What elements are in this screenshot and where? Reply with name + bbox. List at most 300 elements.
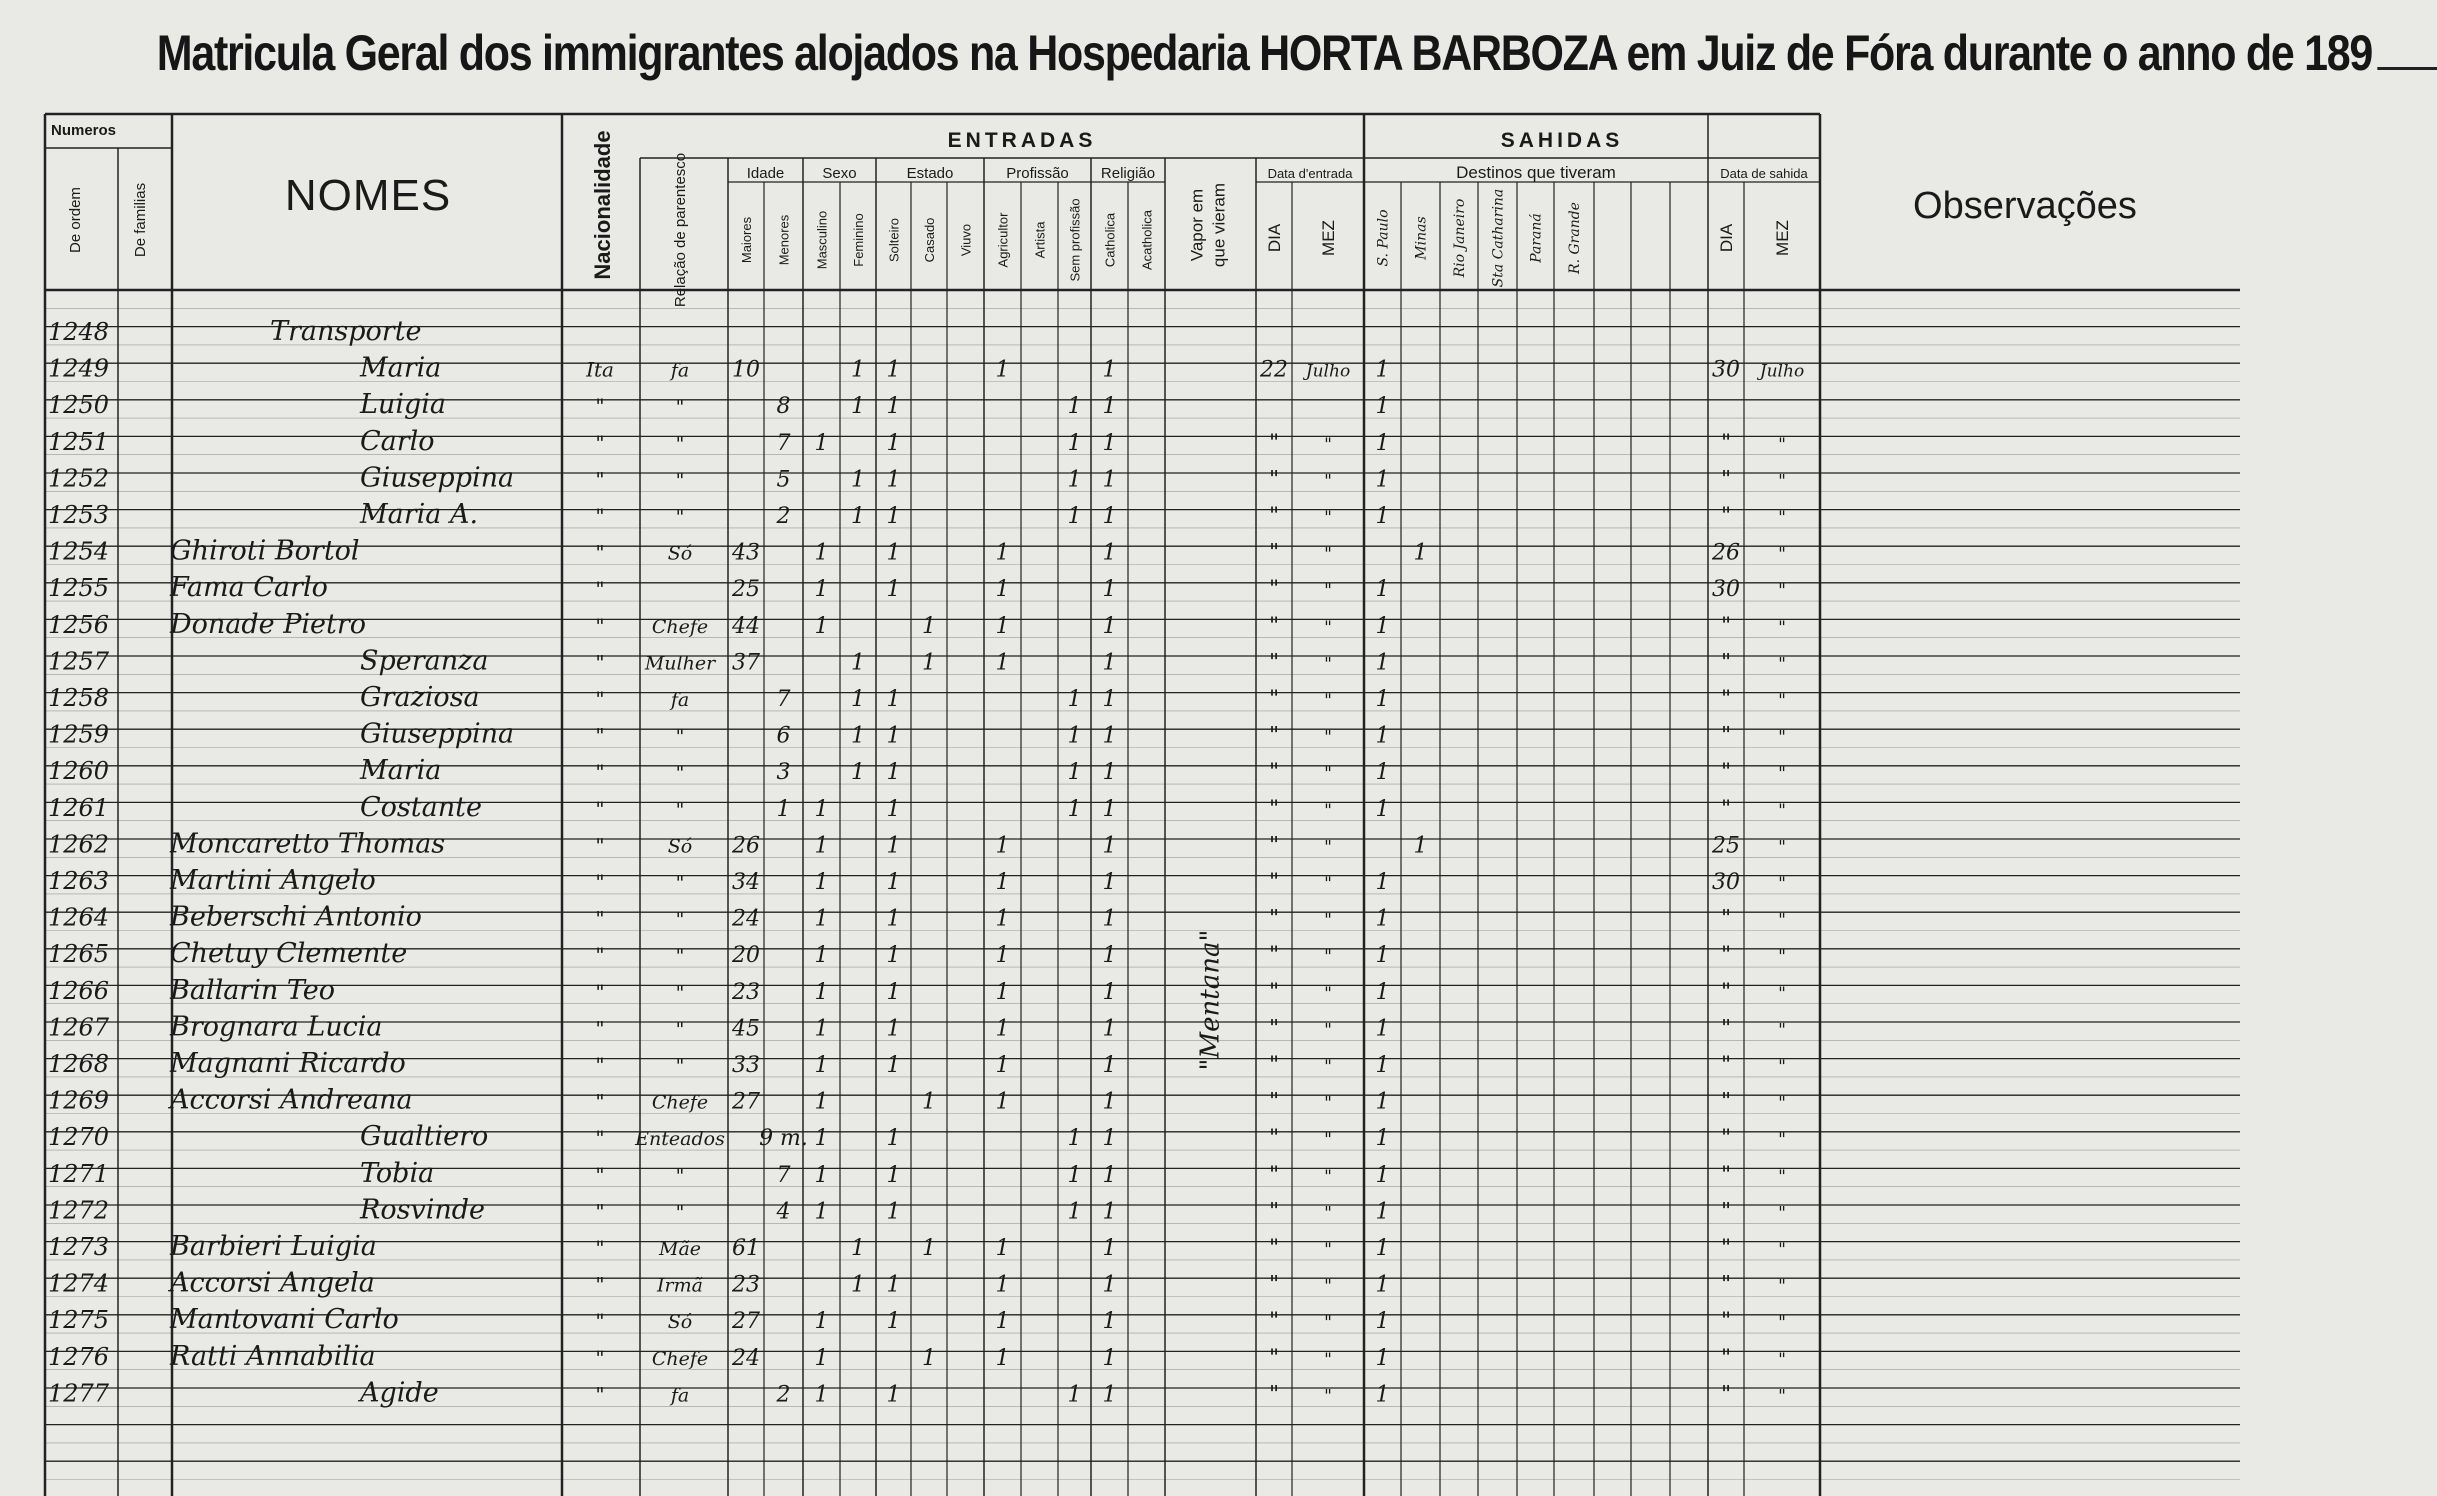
row-name: Beberschi Antonio xyxy=(170,901,422,933)
row-me: 9 m. xyxy=(759,1126,808,1152)
row-masc: 1 xyxy=(814,613,829,639)
header-sem-profissao: Sem profissão xyxy=(1067,198,1083,282)
row-fem: 1 xyxy=(851,687,865,712)
row-agr: 1 xyxy=(995,1089,1010,1115)
row-ds: 30 xyxy=(1712,357,1740,383)
header-menores: Menores xyxy=(776,214,792,266)
row-number: 1276 xyxy=(48,1342,110,1371)
row-me2: " xyxy=(1324,617,1332,638)
header-nomes: NOMES xyxy=(284,171,452,220)
row-ds: " xyxy=(1720,430,1732,456)
row-name: Brognara Lucia xyxy=(170,1011,383,1043)
row-de: " xyxy=(1268,1236,1280,1261)
header-de-ordem: De ordem xyxy=(67,187,84,253)
row-nacionalidade: " xyxy=(595,979,605,1004)
row-me2: " xyxy=(1324,1313,1332,1334)
row-ds: " xyxy=(1720,1309,1732,1335)
row-dest: 1 xyxy=(1375,760,1390,786)
row-cat: 1 xyxy=(1102,430,1117,456)
row-fem: 1 xyxy=(851,504,865,529)
row-ds: " xyxy=(1720,723,1732,749)
header-relacao: Relação de parentesco xyxy=(672,152,689,308)
row-dest: 1 xyxy=(1375,943,1390,969)
row-number: 1261 xyxy=(48,793,110,822)
row-name: Speranza xyxy=(360,645,489,677)
row-nacionalidade: " xyxy=(595,906,605,931)
row-cat: 1 xyxy=(1102,943,1117,969)
header-numeros: Numeros xyxy=(50,122,117,139)
row-me2: " xyxy=(1324,434,1332,455)
row-relacao: " xyxy=(675,506,685,528)
row-de: " xyxy=(1268,870,1280,895)
row-dest: 1 xyxy=(1375,1162,1390,1188)
row-nacionalidade: " xyxy=(595,577,605,602)
row-ms: " xyxy=(1778,1203,1786,1224)
row-relacao: " xyxy=(675,872,685,894)
row-number: 1254 xyxy=(48,537,110,566)
table-row xyxy=(48,462,1786,493)
row-sem: 1 xyxy=(1067,1162,1082,1188)
row-de: " xyxy=(1268,1345,1280,1371)
row-cat: 1 xyxy=(1102,833,1117,859)
row-me2: " xyxy=(1324,910,1332,931)
row-dest: 1 xyxy=(1375,1089,1390,1115)
row-agr: 1 xyxy=(995,979,1010,1005)
row-fem: 1 xyxy=(851,650,865,676)
row-number: 1248 xyxy=(48,318,110,346)
row-sem: 1 xyxy=(1067,394,1082,420)
header-idade: Idade xyxy=(746,165,785,182)
header-agricultor: Agricultor xyxy=(995,212,1011,268)
row-me2: " xyxy=(1324,1349,1332,1370)
row-sol: 1 xyxy=(886,357,901,383)
row-number: 1271 xyxy=(48,1159,110,1188)
header-destino-1: Minas xyxy=(1413,216,1430,260)
row-name: Moncaretto Thomas xyxy=(170,828,446,860)
row-ma: 43 xyxy=(732,540,760,566)
row-number: 1253 xyxy=(48,501,110,529)
row-cas: 1 xyxy=(922,1089,936,1115)
row-ma: 24 xyxy=(732,1345,760,1371)
table-row xyxy=(48,719,1786,750)
row-number: 1256 xyxy=(48,610,110,639)
row-me2: " xyxy=(1324,1130,1332,1151)
row-name: Graziosa xyxy=(360,682,480,713)
row-dest: 1 xyxy=(1375,906,1390,932)
row-agr: 1 xyxy=(995,833,1010,859)
row-fem: 1 xyxy=(851,723,865,749)
row-name: Ratti Annabilia xyxy=(170,1340,376,1372)
header-mez: MEZ xyxy=(1319,220,1338,256)
row-name: Ghiroti Bortol xyxy=(170,535,360,567)
row-cat: 1 xyxy=(1102,1162,1117,1188)
row-ds: " xyxy=(1720,1382,1732,1408)
row-masc: 1 xyxy=(814,1309,829,1335)
row-number: 1266 xyxy=(48,976,110,1005)
row-ds: " xyxy=(1720,796,1732,822)
row-de: " xyxy=(1268,906,1280,932)
row-number: 1258 xyxy=(48,684,110,712)
row-me2: " xyxy=(1324,800,1332,821)
row-name: Maria xyxy=(360,755,442,787)
row-agr: 1 xyxy=(995,906,1010,932)
row-relacao: " xyxy=(675,396,685,419)
row-de: " xyxy=(1268,943,1280,969)
row-number: 1268 xyxy=(48,1050,110,1078)
row-ms: " xyxy=(1778,1276,1786,1297)
row-name: Giuseppina xyxy=(360,718,515,750)
row-nacionalidade: " xyxy=(595,1053,605,1077)
row-relacao: " xyxy=(675,945,685,968)
row-number: 1260 xyxy=(48,757,110,786)
row-ma: 61 xyxy=(732,1236,760,1261)
row-me2: " xyxy=(1324,1240,1332,1260)
row-sem: 1 xyxy=(1067,723,1082,749)
row-de: " xyxy=(1268,1272,1280,1298)
row-cat: 1 xyxy=(1102,577,1117,603)
row-cat: 1 xyxy=(1102,1016,1117,1042)
row-sol: 1 xyxy=(886,1016,901,1042)
row-me: 3 xyxy=(776,760,791,786)
row-number: 1277 xyxy=(48,1379,110,1408)
row-relacao: " xyxy=(675,432,685,455)
header-destino-5: R. Grande xyxy=(1567,202,1583,274)
row-name: Barbieri Luigia xyxy=(170,1231,377,1262)
table-row xyxy=(48,975,1786,1006)
row-cat: 1 xyxy=(1102,723,1117,749)
row-ms: Julho xyxy=(1759,361,1805,382)
row-cat: 1 xyxy=(1102,1089,1117,1115)
row-me: 1 xyxy=(776,796,791,822)
row-ma: 37 xyxy=(732,650,760,676)
row-ma: 24 xyxy=(732,906,760,932)
row-name: Agide xyxy=(360,1377,439,1409)
row-me: 7 xyxy=(776,1162,791,1188)
row-cat: 1 xyxy=(1102,540,1117,566)
row-cat: 1 xyxy=(1102,906,1117,932)
header-destino-3: Sta Catharina xyxy=(1490,188,1507,288)
row-name: Carlo xyxy=(360,425,435,457)
row-relacao: " xyxy=(675,1018,685,1041)
row-ds: " xyxy=(1720,906,1732,932)
row-de: " xyxy=(1268,1162,1280,1188)
table-row xyxy=(48,682,1786,713)
row-dest: 1 xyxy=(1375,1236,1390,1261)
header-sexo: Sexo xyxy=(822,165,857,182)
row-cat: 1 xyxy=(1102,796,1117,822)
row-ma: 25 xyxy=(732,577,760,603)
row-cat: 1 xyxy=(1102,467,1117,493)
header-religiao: Religião xyxy=(1100,165,1156,182)
row-sol: 1 xyxy=(886,870,901,895)
row-name: Gualtiero xyxy=(360,1121,489,1153)
row-cas: 1 xyxy=(922,1345,936,1371)
row-dest: 1 xyxy=(1375,979,1390,1005)
row-dest: 1 xyxy=(1375,1016,1390,1042)
row-cat: 1 xyxy=(1102,1309,1117,1335)
row-ms: " xyxy=(1778,1386,1786,1407)
row-ds: " xyxy=(1720,650,1732,676)
header-vapor-2: que vieram xyxy=(1209,182,1229,268)
row-nacionalidade: " xyxy=(595,1309,605,1334)
row-dest: 1 xyxy=(1375,687,1390,712)
row-number: 1274 xyxy=(48,1269,110,1298)
row-nacionalidade: " xyxy=(595,540,605,565)
row-me2: " xyxy=(1324,1093,1332,1114)
table-row xyxy=(48,865,1786,896)
header-maiores: Maiores xyxy=(739,216,754,264)
row-dest: 1 xyxy=(1375,1382,1390,1408)
row-fem: 1 xyxy=(851,394,865,420)
row-relacao: " xyxy=(675,469,685,492)
row-number: 1252 xyxy=(48,464,110,493)
row-sol: 1 xyxy=(886,833,901,859)
row-dest: 1 xyxy=(1375,430,1390,456)
row-de: " xyxy=(1268,650,1280,676)
row-cat: 1 xyxy=(1102,1199,1117,1225)
row-me2: " xyxy=(1324,1276,1332,1297)
table-row xyxy=(48,938,1786,969)
row-sol: 1 xyxy=(886,430,901,456)
row-agr: 1 xyxy=(995,1016,1010,1042)
header-mez-sahida: MEZ xyxy=(1773,220,1792,256)
row-de: " xyxy=(1268,1199,1280,1225)
row-sol: 1 xyxy=(886,1126,901,1152)
row-number: 1262 xyxy=(48,830,110,859)
row-me2: " xyxy=(1324,1057,1332,1077)
row-name: Luigia xyxy=(360,389,446,421)
header-destino-4: Paraná xyxy=(1528,213,1545,263)
row-nacionalidade: " xyxy=(595,760,605,785)
row-ds: 25 xyxy=(1712,833,1740,859)
row-sem: 1 xyxy=(1067,760,1082,786)
row-de: " xyxy=(1268,1016,1280,1042)
header-entradas: ENTRADAS xyxy=(947,129,1097,152)
row-nacionalidade: " xyxy=(595,1162,605,1187)
row-name: Ballarin Teo xyxy=(170,974,335,1006)
row-sem: 1 xyxy=(1067,796,1082,822)
row-cat: 1 xyxy=(1102,979,1117,1005)
header-vapor-1: Vapor em xyxy=(1187,188,1207,262)
row-ms: " xyxy=(1778,617,1786,638)
row-ds: " xyxy=(1720,1053,1732,1078)
row-sol: 1 xyxy=(886,1162,901,1188)
row-ms: " xyxy=(1778,654,1786,675)
row-relacao: Chefe xyxy=(651,1091,709,1114)
row-me: 7 xyxy=(776,430,791,456)
row-sol: 1 xyxy=(886,1199,901,1225)
table-row xyxy=(48,426,1786,457)
row-masc: 1 xyxy=(814,1126,829,1152)
row-masc: 1 xyxy=(814,943,829,969)
header-dia-sahida: DIA xyxy=(1717,223,1736,253)
header-viuvo: Viuvo xyxy=(958,223,974,257)
row-name: Transporte xyxy=(270,316,422,347)
row-name: Costante xyxy=(360,791,482,823)
row-ms: " xyxy=(1778,1166,1786,1187)
row-relacao: Só xyxy=(667,1311,693,1334)
row-dest: 1 xyxy=(1375,1126,1390,1152)
row-nacionalidade: " xyxy=(595,504,605,528)
row-dest: 1 xyxy=(1375,796,1390,822)
table-row xyxy=(48,1304,1786,1335)
row-de: " xyxy=(1268,979,1280,1005)
row-cat: 1 xyxy=(1102,1236,1117,1261)
row-dest: 1 xyxy=(1375,650,1390,676)
row-masc: 1 xyxy=(814,1382,829,1408)
row-fem: 1 xyxy=(851,467,865,493)
row-name: Accorsi Andreana xyxy=(170,1084,413,1116)
row-agr: 1 xyxy=(995,357,1010,383)
row-name: Maria A. xyxy=(360,499,479,530)
row-ds: " xyxy=(1720,760,1732,786)
row-me: 5 xyxy=(776,467,791,493)
row-number: 1251 xyxy=(48,427,110,456)
row-masc: 1 xyxy=(814,906,829,932)
row-de: " xyxy=(1268,1309,1280,1335)
row-me: 4 xyxy=(776,1199,791,1225)
row-agr: 1 xyxy=(995,1345,1010,1371)
row-dest: 1 xyxy=(1375,1345,1390,1371)
row-fem: 1 xyxy=(851,1236,865,1261)
row-number: 1275 xyxy=(48,1306,110,1335)
row-de: 22 xyxy=(1260,357,1288,383)
header-profissao: Profissão xyxy=(1006,165,1069,182)
row-ms: " xyxy=(1778,471,1786,492)
row-ma: 20 xyxy=(732,943,760,969)
header-masculino: Masculino xyxy=(814,210,830,270)
row-relacao: Enteados xyxy=(635,1128,725,1151)
row-me2: " xyxy=(1324,727,1332,748)
title-hospedaria: HORTA BARBOZA xyxy=(1259,25,1616,81)
row-ma: 10 xyxy=(732,357,760,383)
header-dia: DIA xyxy=(1265,223,1284,253)
row-agr: 1 xyxy=(995,613,1010,639)
row-sem: 1 xyxy=(1067,1126,1082,1152)
header-observacoes: Observações xyxy=(1913,185,2137,227)
table-row xyxy=(48,1194,1786,1225)
row-masc: 1 xyxy=(814,796,829,822)
header-catholica: Catholica xyxy=(1102,212,1118,268)
table-row xyxy=(48,1231,1786,1262)
row-masc: 1 xyxy=(814,1345,829,1371)
row-ds: 30 xyxy=(1712,870,1740,895)
row-ma: 23 xyxy=(732,979,760,1005)
row-nacionalidade: " xyxy=(595,723,605,748)
row-de: " xyxy=(1268,1126,1280,1152)
row-dest: 1 xyxy=(1375,613,1390,639)
header-destinos: Destinos que tiveram xyxy=(1456,163,1616,182)
header-acatholica: Acatholica xyxy=(1139,210,1155,270)
row-nacionalidade: " xyxy=(595,394,605,419)
title-year-blank xyxy=(2377,67,2437,70)
row-relacao: " xyxy=(675,1201,685,1224)
header-solteiro: Solteiro xyxy=(886,217,902,263)
row-ds: " xyxy=(1720,1126,1732,1152)
row-sem: 1 xyxy=(1067,1382,1082,1408)
row-nacionalidade: " xyxy=(595,1236,605,1260)
row-dest: 1 xyxy=(1375,394,1390,420)
row-ms: " xyxy=(1778,1093,1786,1114)
row-ds: " xyxy=(1720,1272,1732,1298)
table-row xyxy=(48,1085,1786,1116)
row-fem: 1 xyxy=(851,357,865,383)
row-ds: " xyxy=(1720,1345,1732,1371)
row-ms: " xyxy=(1778,947,1786,968)
row-de: " xyxy=(1268,430,1280,456)
row-ms: " xyxy=(1778,581,1786,602)
title-prefix: Matricula Geral dos immigrantes alojados na Hospedaria xyxy=(156,25,1260,81)
row-ms: " xyxy=(1778,544,1786,565)
row-ms: " xyxy=(1778,727,1786,748)
row-de: " xyxy=(1268,1053,1280,1078)
row-me2: " xyxy=(1324,983,1332,1004)
row-me2: " xyxy=(1324,837,1332,858)
row-agr: 1 xyxy=(995,1053,1010,1078)
row-me: 7 xyxy=(776,687,791,712)
row-dest: 1 xyxy=(1375,723,1390,749)
row-me2: " xyxy=(1324,1166,1332,1187)
row-relacao: " xyxy=(675,1164,685,1187)
row-dest: 1 xyxy=(1375,1272,1390,1298)
row-name: Mantovani Carlo xyxy=(170,1304,399,1336)
row-sol: 1 xyxy=(886,467,901,493)
row-number: 1267 xyxy=(48,1013,110,1042)
row-masc: 1 xyxy=(814,870,829,895)
row-name: Fama Carlo xyxy=(170,572,328,604)
row-sol: 1 xyxy=(886,1309,901,1335)
row-ma: 23 xyxy=(732,1272,760,1298)
row-ds: " xyxy=(1720,979,1732,1005)
row-de: " xyxy=(1268,1089,1280,1115)
row-sem: 1 xyxy=(1067,504,1082,529)
row-masc: 1 xyxy=(814,1016,829,1042)
row-ms: " xyxy=(1778,1057,1786,1077)
row-number: 1265 xyxy=(48,940,110,969)
row-sem: 1 xyxy=(1067,1199,1082,1225)
column-headers xyxy=(51,122,2137,307)
row-me2: " xyxy=(1324,1386,1332,1407)
table-row xyxy=(48,1158,1786,1189)
row-sem: 1 xyxy=(1067,687,1082,712)
header-destino-0: S. Paulo xyxy=(1375,209,1392,267)
row-relacao: Só xyxy=(667,835,693,858)
header-nacionalidade: Nacionalidade xyxy=(590,130,615,280)
row-sem: 1 xyxy=(1067,430,1082,456)
row-me2: " xyxy=(1324,1203,1332,1224)
row-sol: 1 xyxy=(886,943,901,969)
row-name: Rosvinde xyxy=(360,1194,485,1226)
row-ds: " xyxy=(1720,1016,1732,1042)
vapor-name: "Mentana" xyxy=(1195,929,1226,1071)
table-row xyxy=(48,572,1786,603)
row-relacao: " xyxy=(675,908,685,931)
row-ms: " xyxy=(1778,837,1786,858)
row-relacao: " xyxy=(675,725,685,748)
row-cat: 1 xyxy=(1102,1345,1117,1371)
row-cat: 1 xyxy=(1102,687,1117,712)
row-name: Donade Pietro xyxy=(170,608,367,640)
row-me2: " xyxy=(1324,544,1332,565)
row-ms: " xyxy=(1778,434,1786,455)
row-relacao: " xyxy=(675,762,685,785)
row-dest: 1 xyxy=(1375,357,1390,383)
row-nacionalidade: " xyxy=(595,1016,605,1041)
row-me2: " xyxy=(1324,691,1332,711)
row-ms: " xyxy=(1778,691,1786,711)
row-name: Martini Angelo xyxy=(170,865,376,896)
row-cat: 1 xyxy=(1102,1382,1117,1408)
